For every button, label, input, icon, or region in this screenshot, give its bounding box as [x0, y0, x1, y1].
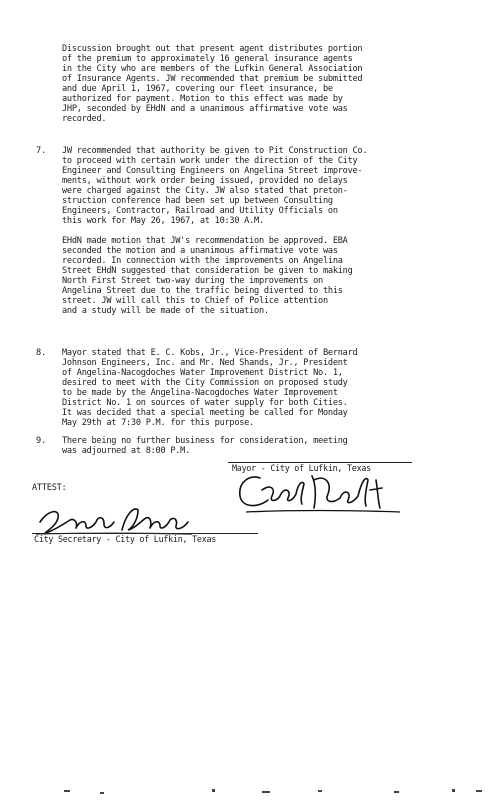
scan-speck — [212, 789, 215, 792]
item-line: desired to meet with the City Commission on proposed study — [62, 378, 348, 388]
item-line: It was decided that a special meeting be called for Monday — [62, 408, 348, 418]
scan-speck — [452, 789, 455, 792]
intro-line: in the City who are members of the Lufkin General Association — [62, 64, 363, 74]
item-line: Engineer and Consulting Engineers on Angelina Street improve- — [62, 166, 363, 176]
scan-speck — [64, 790, 70, 792]
item-line: was adjourned at 8:00 P.M. — [62, 446, 191, 456]
mayor-title: Mayor - City of Lufkin, Texas — [232, 463, 371, 473]
item-line: struction conference had been set up between Consulting — [62, 196, 333, 206]
item-line: District No. 1 on sources of water supply for both Cities. — [62, 398, 348, 408]
item-line: Engineers, Contractor, Railroad and Utility Officials on — [62, 206, 338, 216]
item-line: Angelina Street due to the traffic being diverted to this — [62, 286, 343, 296]
secretary-title: City Secretary - City of Lufkin, Texas — [34, 534, 217, 544]
item-line: street. JW will call this to Chief of Police attention — [62, 296, 328, 306]
intro-line: of the premium to approximately 16 general insurance agents — [62, 54, 353, 64]
scan-speck — [100, 792, 104, 794]
item-line: Johnson Engineers, Inc. and Mr. Ned Shands, Jr., President — [62, 358, 348, 368]
item-line: There being no further business for consideration, meeting — [62, 436, 348, 446]
scan-speck — [476, 790, 482, 792]
item-line: May 29th at 7:30 P.M. for this purpose. — [62, 418, 255, 428]
item-line: were charged against the City. JW also stated that preton- — [62, 186, 348, 196]
item-line: North First Street two-way during the improvements on — [62, 276, 323, 286]
intro-line: JHP, seconded by EHdN and a unanimous affirmative vote was — [62, 104, 348, 114]
item-line: EHdN made motion that JW's recommendation be approved. EBA — [62, 236, 348, 246]
item-line: ments, without work order being issued, provided no delays — [62, 176, 348, 186]
intro-line: and due April 1, 1967, covering our fleet insurance, be — [62, 84, 333, 94]
intro-line: of Insurance Agents. JW recommended that premium be submitted — [62, 74, 363, 84]
item-line: seconded the motion and a unanimous affirmative vote was — [62, 246, 338, 256]
item-number: 8. — [36, 348, 47, 358]
item-line: recorded. In connection with the improvements on Angelina — [62, 256, 343, 266]
item-line: JW recommended that authority be given to Pit Construction Co. — [62, 146, 368, 156]
scan-speck — [262, 791, 270, 793]
item-line: this work for May 26, 1967, at 10:30 A.M. — [62, 216, 264, 226]
item-line: to be made by the Angelina-Nacogdoches Water Improvement — [62, 388, 338, 398]
scan-speck — [394, 791, 399, 793]
intro-line: Discussion brought out that present agent distributes portion — [62, 44, 363, 54]
mayor-signature — [232, 470, 404, 530]
intro-line: authorized for payment. Motion to this effect was made by — [62, 94, 343, 104]
item-line: Street EHdN suggested that consideration be given to making — [62, 266, 353, 276]
item-number: 9. — [36, 436, 47, 446]
attest-label: ATTEST: — [32, 483, 67, 493]
item-line: to proceed with certain work under the direction of the City — [62, 156, 358, 166]
item-line: of Angelina-Nacogdoches Water Improvement District No. 1, — [62, 368, 343, 378]
intro-line: recorded. — [62, 114, 107, 124]
item-line: Mayor stated that E. C. Kobs, Jr., Vice-President of Bernard — [62, 348, 358, 358]
scan-speck — [318, 790, 322, 792]
item-line: and a study will be made of the situation. — [62, 306, 269, 316]
item-number: 7. — [36, 146, 47, 156]
